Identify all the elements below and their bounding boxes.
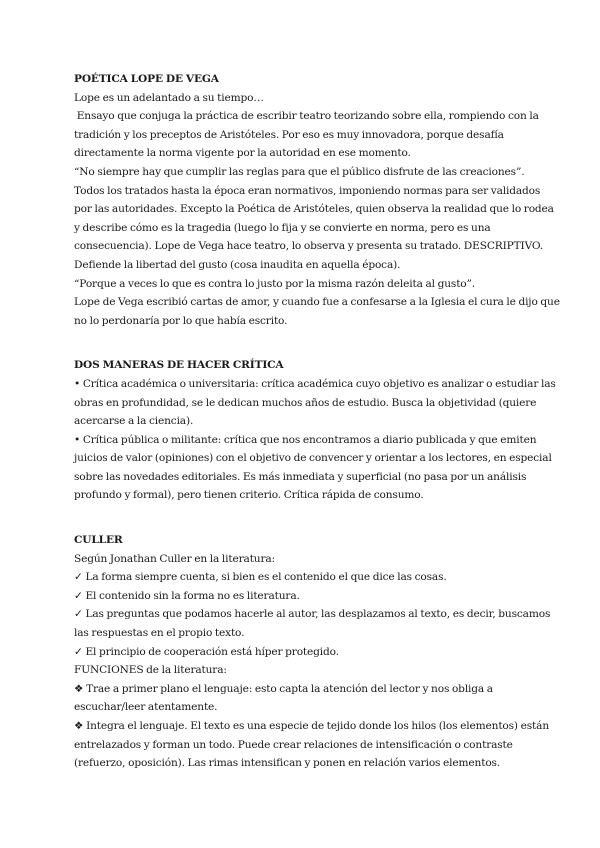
text-line: Todos los tratados hasta la época eran normativos, imponiendo normas para ser validados — [74, 184, 541, 197]
section-lope-de-vega — [74, 70, 560, 330]
section-critica — [74, 356, 556, 505]
text-line: tradición y los preceptos de Aristóteles. Por eso es muy innovadora, porque desafía — [74, 128, 504, 141]
text-line: acercarse a la ciencia). — [74, 415, 194, 428]
text-line: (refuerzo, oposición). Las rimas intensifican y ponen en relación varios elementos. — [74, 757, 501, 770]
text-line: obras en profundidad, se le dedican muchos años de estudio. Busca la objetividad (quiere — [74, 396, 537, 409]
section-heading: CULLER — [74, 534, 123, 547]
text-line: directamente la norma vigente por la autoridad en ese momento. — [74, 147, 411, 160]
document-page — [74, 70, 560, 773]
section-heading: DOS MANERAS DE HACER CRÍTICA — [74, 359, 284, 372]
text-line: escuchar/leer atentamente. — [74, 701, 218, 714]
diamond-bullet-line: ❖ Integra el lenguaje. El texto es una especie de tejido donde los hilos (los elementos) están — [74, 720, 549, 732]
section-heading: POÉTICA LOPE DE VEGA — [74, 73, 219, 85]
text-line: Lope es un adelantado a su tiempo… — [74, 91, 264, 104]
checkmark-line: ✓ El principio de cooperación está híper protegido. — [74, 645, 339, 658]
checkmark-line: ✓ Las preguntas que podamos hacerle al autor, las desplazamos al texto, es decir, buscamos — [74, 608, 551, 621]
text-line: Lope de Vega escribió cartas de amor, y cuando fue a confesarse a la Iglesia el cura le dijo que — [74, 296, 560, 309]
text-line: Según Jonathan Culler en la literatura: — [74, 552, 275, 565]
text-line: juicios de valor (opiniones) con el objetivo de convencer y orientar a los lectores, en especial — [74, 452, 552, 465]
text-line: consecuencia). Lope de Vega hace teatro, lo observa y presenta su tratado. DESCRIPTIVO. — [74, 240, 544, 253]
checkmark-line: ✓ La forma siempre cuenta, si bien es el contenido el que dice las cosas. — [74, 571, 447, 584]
bullet-line: • Crítica académica o universitaria: crítica académica cuyo objetivo es analizar o estudiar las — [74, 377, 556, 390]
quote-line: “Porque a veces lo que es contra lo justo por la misma razón deleita al gusto”. — [74, 277, 476, 290]
text-line: por las autoridades. Excepto la Poética de Aristóteles, quien observa la realidad que lo rodea — [74, 203, 554, 216]
section-spacer — [74, 330, 534, 348]
section-spacer — [74, 505, 534, 523]
text-line: sobre las novedades editoriales. Es más inmediata y superficial (no pasa por un análisis — [74, 470, 527, 483]
diamond-bullet-line: ❖ Trae a primer plano el lenguaje: esto capta la atención del lector y nos obliga a — [74, 682, 493, 695]
text-line: profundo y formal), pero tienen criterio. Crítica rápida de consumo. — [74, 489, 424, 502]
text-line: Ensayo que conjuga la práctica de escribir teatro teorizando sobre ella, rompiendo con la — [74, 110, 539, 123]
bullet-line: • Crítica pública o militante: crítica que nos encontramos a diario publicada y que emiten — [74, 433, 537, 446]
text-line: no lo perdonaría por lo que había escrito. — [74, 314, 288, 327]
text-line: FUNCIONES de la literatura: — [74, 664, 227, 677]
checkmark-line: ✓ El contenido sin la forma no es literatura. — [74, 589, 300, 602]
text-line: y describe cómo es la tragedia (luego lo fija y se convierte en norma, pero es una — [74, 221, 491, 234]
quote-line: “No siempre hay que cumplir las reglas para que el público disfrute de las creaciones”. — [74, 165, 525, 178]
section-culler — [74, 531, 551, 773]
text-line: Defiende la libertad del gusto (cosa inaudita en aquella época). — [74, 258, 401, 271]
text-line: las respuestas en el propio texto. — [74, 627, 245, 640]
text-line: entrelazados y forman un todo. Puede crear relaciones de intensificación o contraste — [74, 738, 513, 751]
